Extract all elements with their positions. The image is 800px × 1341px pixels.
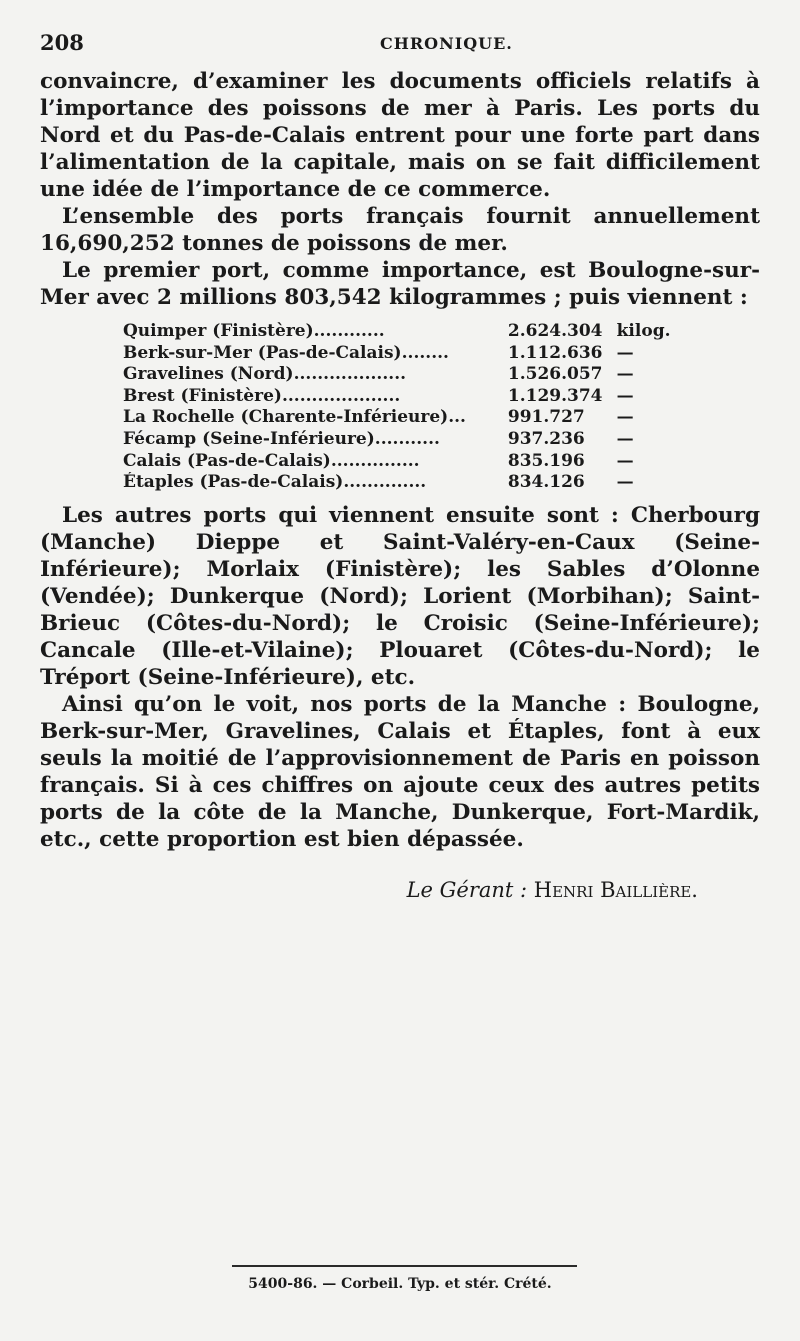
port-unit: — <box>616 342 634 363</box>
port-unit: — <box>616 364 634 385</box>
port-tonnage: 834.126 <box>507 472 585 493</box>
port-name-text: Fécamp (Seine-Inférieure) <box>123 428 375 449</box>
port-row <box>123 429 683 451</box>
port-tonnage: 1.129.374 <box>507 385 603 406</box>
leader-dots: ............ <box>313 321 385 341</box>
port-name <box>123 386 504 408</box>
port-name-text: Quimper (Finistère) <box>123 321 314 341</box>
leader-dots: ... <box>448 407 466 428</box>
port-name <box>123 364 504 386</box>
port-row <box>123 451 683 473</box>
port-name <box>123 321 504 343</box>
running-title: CHRONIQUE. <box>380 34 513 53</box>
leader-dots: ................... <box>293 364 407 385</box>
ports-table <box>123 321 683 494</box>
port-row <box>123 472 683 494</box>
port-unit: — <box>616 472 634 493</box>
page-number: 208 <box>40 30 84 55</box>
leader-dots: .................... <box>281 385 401 406</box>
port-unit: — <box>616 450 634 471</box>
signature-name: Henri Baillière. <box>533 877 698 902</box>
leader-dots: ........... <box>374 428 440 449</box>
paragraph-intro: convaincre, d’examiner les documents officiels relatifs à l’importance des poissons de mer à Paris. Les ports du Nord et du Pas-de-Calais entrent pour une forte part dans l’alimentation de la capitale, mais on se fait difficilement une idée de l’importance de ce commerce. <box>40 69 760 202</box>
signature-title: Le Gérant : <box>406 877 528 902</box>
port-name-text: Calais (Pas-de-Calais) <box>123 450 331 471</box>
port-name <box>123 407 504 429</box>
port-unit: — <box>616 385 634 406</box>
paragraph-total-tonnage: L’ensemble des ports français fournit annuellement 16,690,252 tonnes de poissons de mer. <box>40 204 760 256</box>
port-name <box>123 429 504 451</box>
port-row <box>123 386 683 408</box>
port-tonnage: 991.727 <box>507 407 585 428</box>
port-row <box>123 321 683 343</box>
port-row <box>123 343 683 365</box>
port-unit: — <box>616 407 634 428</box>
port-row <box>123 364 683 386</box>
port-name-text: Étaples (Pas-de-Calais) <box>123 472 344 493</box>
port-name-text: Berk-sur-Mer (Pas-de-Calais) <box>123 342 402 363</box>
port-tonnage: 835.196 <box>507 450 585 471</box>
leader-dots: .............. <box>343 472 427 493</box>
paragraph-other-ports: Les autres ports qui viennent ensuite sont : Cherbourg (Manche) Dieppe et Saint-Valéry-en-Caux (Seine-Inférieure); Morlaix (Finistère); les Sables d’Olonne (Vendée); Dunkerque (Nord); Lorient (Morbihan); Saint-Brieuc (Côtes-du-Nord); le Croisic (Seine-Inférieure); Cancale (Ille-et-Vilaine); Plouaret (Côtes-du-Nord); le Tréport (Seine-Inférieure), etc. <box>40 502 760 690</box>
port-unit: kilog. <box>616 321 671 341</box>
imprint-divider <box>232 1265 577 1267</box>
leader-dots: ........ <box>401 342 449 363</box>
port-name <box>123 472 504 494</box>
article-body <box>40 68 760 904</box>
paragraph-first-port: Le premier port, comme importance, est Boulogne-sur-Mer avec 2 millions 803,542 kilogrammes ; puis viennent : <box>40 258 760 310</box>
paragraph-conclusion: Ainsi qu’on le voit, nos ports de la Manche : Boulogne, Berk-sur-Mer, Gravelines, Calais et Étaples, font à eux seuls la moitié de l’approvisionnement de Paris en poisson français. Si à ces chiffres on ajoute ceux des autres petits ports de la côte de la Manche, Dunkerque, Fort-Mardik, etc., cette proportion est bien dépassée. <box>40 691 760 852</box>
port-name-text: Brest (Finistère) <box>123 385 282 406</box>
leader-dots: ............... <box>330 450 420 471</box>
port-tonnage: 2.624.304 <box>507 321 603 341</box>
page-header <box>40 28 760 58</box>
port-unit: — <box>616 428 634 449</box>
port-row <box>123 407 683 429</box>
port-name <box>123 343 504 365</box>
port-tonnage: 937.236 <box>507 428 585 449</box>
port-tonnage: 1.112.636 <box>507 342 603 363</box>
printer-imprint: 5400-86. — Corbeil. Typ. et stér. Crété. <box>248 1276 552 1292</box>
signature <box>40 877 760 904</box>
port-name <box>123 451 504 473</box>
port-tonnage: 1.526.057 <box>507 364 603 385</box>
port-name-text: La Rochelle (Charente-Inférieure) <box>123 407 449 428</box>
port-name-text: Gravelines (Nord) <box>123 364 294 385</box>
